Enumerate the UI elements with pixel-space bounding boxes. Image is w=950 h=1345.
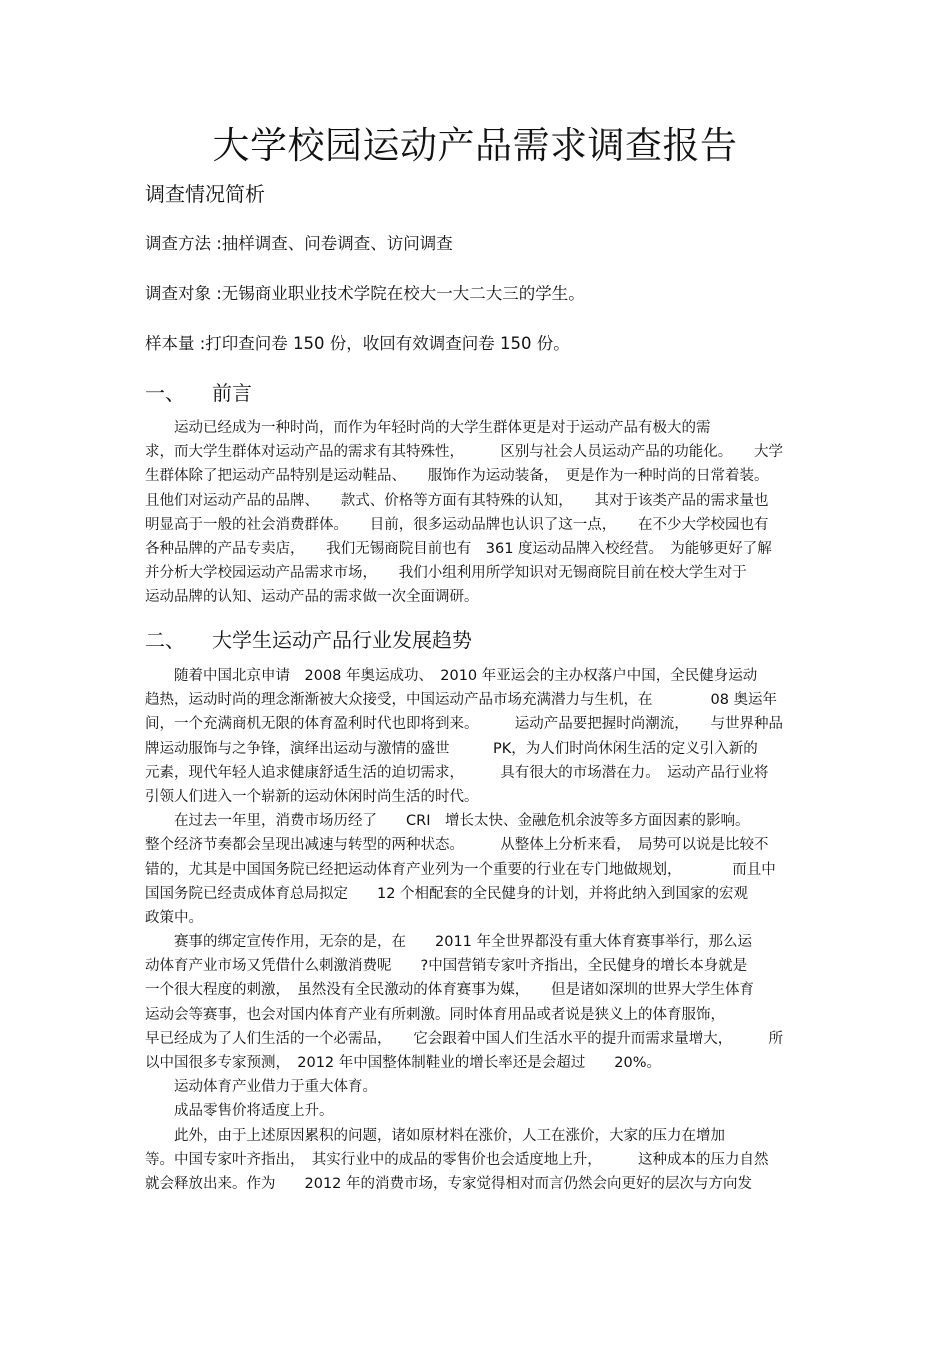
text-line: 等。中国专家叶齐指出， 其实行业中的成品的零售价也会适度地上升， 这种成本的压力自然 — [145, 1151, 769, 1168]
text-line: 牌运动服饰与之争锋，演绎出运动与激情的盛世 PK，为人们时尚休闲生活的定义引入新的 — [145, 740, 758, 757]
text-line: 元素，现代年轻人追求健康舒适生活的迫切需求， 具有很大的市场潜在力。 运动产品行业将 — [145, 764, 769, 781]
text-line: 政策中。 — [145, 909, 203, 926]
section-title: 大学生运动产品行业发展趋势 — [212, 628, 472, 652]
text-line: 随着中国北京申请 2008 年奥运成功、 2010 年亚运会的主办权落户中国，全民健身运动 — [145, 668, 758, 684]
report-title: 大学校园运动产品需求调查报告 — [212, 124, 738, 167]
section-title: 前言 — [212, 381, 252, 405]
text-line: 明显高于一般的社会消费群体。 目前，很多运动品牌也认识了这一点， 在不少大学校园也有 — [145, 516, 769, 533]
survey-summary-heading: 调查情况简析 — [145, 182, 265, 206]
text-line: 动体育产业市场又凭借什么刺激消费呢 ?中国营销专家叶齐指出，全民健身的增长本身就是 — [145, 958, 748, 975]
section-number: 二、 — [145, 628, 185, 652]
text-line: 成品零售价将适度上升。 — [145, 1103, 334, 1120]
text-line: 此外，由于上述原因累积的问题，诸如原材料在涨价，人工在涨价，大家的压力在增加 — [145, 1127, 725, 1144]
text-line: 国国务院已经责成体育总局拟定 12 个相配套的全民健身的计划，并将此纳入到国家的宏观 — [145, 885, 749, 902]
text-line: 错的，尤其是中国国务院已经把运动体育产业列为一个重要的行业在专门地做规划， 而且中 — [145, 861, 776, 878]
text-line: 运动体育产业借力于重大体育。 — [145, 1079, 377, 1096]
text-line: 生群体除了把运动产品特别是运动鞋品、 服饰作为运动装备， 更是作为一种时尚的日常着装。 — [145, 468, 769, 485]
text-line: 趋热，运动时尚的理念渐渐被大众接受，中国运动产品市场充满潜力与生机，在 08 奥运年 — [145, 692, 778, 709]
text-line: 求，而大学生群体对运动产品的需求有其特殊性， 区别与社会人员运动产品的功能化。 大学 — [145, 444, 783, 461]
text-line: 间，一个充满商机无限的体育盈利时代也即将到来。 运动产品要把握时尚潮流， 与世界种品 — [145, 716, 783, 733]
text-line: 引领人们进入一个崭新的运动休闲时尚生活的时代。 — [145, 788, 479, 805]
text-line: 整个经济节奏都会呈现出减速与转型的两种状态。 从整体上分析来看， 局势可以说是比较不 — [145, 837, 769, 854]
section-body-trends — [145, 664, 810, 1196]
section-heading-preface — [145, 379, 252, 407]
text-line: 早已经成为了人们生活的一个必需品， 它会跟着中国人们生活水平的提升而需求量增大， 所 — [145, 1030, 783, 1047]
section-body-preface — [145, 416, 810, 610]
section-heading-trends — [145, 626, 472, 654]
text-line: 运动已经成为一种时尚，而作为年轻时尚的大学生群体更是对于运动产品有极大的需 — [145, 420, 711, 436]
text-line: 就会释放出来。作为 2012 年的消费市场，专家觉得相对而言仍然会向更好的层次与方向发 — [145, 1175, 753, 1192]
text-line: 在过去一年里，消费市场历经了 CRI 增长太快、金融危机余波等多方面因素的影响。 — [145, 813, 750, 830]
sample-size: 样本量 :打印查问卷 150 份，收回有效调查问卷 150 份。 — [145, 334, 570, 353]
text-line: 以中国很多专家预测， 2012 年中国整体制鞋业的增长率还是会超过 20%。 — [145, 1055, 661, 1071]
section-number: 一、 — [145, 381, 185, 405]
text-line: 赛事的绑定宣传作用，无奈的是，在 2011 年全世界都没有重大体育赛事举行，那么运 — [145, 934, 753, 951]
text-line: 一个很大程度的刺激， 虽然没有全民激动的体育赛事为媒， 但是诸如深圳的世界大学生体育 — [145, 982, 754, 999]
survey-method: 调查方法 :抽样调查、问卷调查、访问调查 — [145, 234, 453, 253]
survey-target: 调查对象 :无锡商业职业技术学院在校大一大二大三的学生。 — [145, 284, 585, 303]
text-line: 各种品牌的产品专卖店， 我们无锡商院目前也有 361 度运动品牌入校经营。 为能够更好了解 — [145, 540, 772, 557]
text-line: 并分析大学校园运动产品需求市场， 我们小组利用所学知识对无锡商院目前在校大学生对于 — [145, 565, 747, 582]
text-line: 且他们对运动产品的品牌、 款式、价格等方面有其特殊的认知， 其对于该类产品的需求量也 — [145, 492, 769, 509]
text-line: 运动会等赛事，也会对国内体育产业有所刺激。同时体育用品或者说是狭义上的体育服饰， — [145, 1006, 725, 1023]
text-line: 运动品牌的认知、运动产品的需求做一次全面调研。 — [145, 589, 479, 606]
